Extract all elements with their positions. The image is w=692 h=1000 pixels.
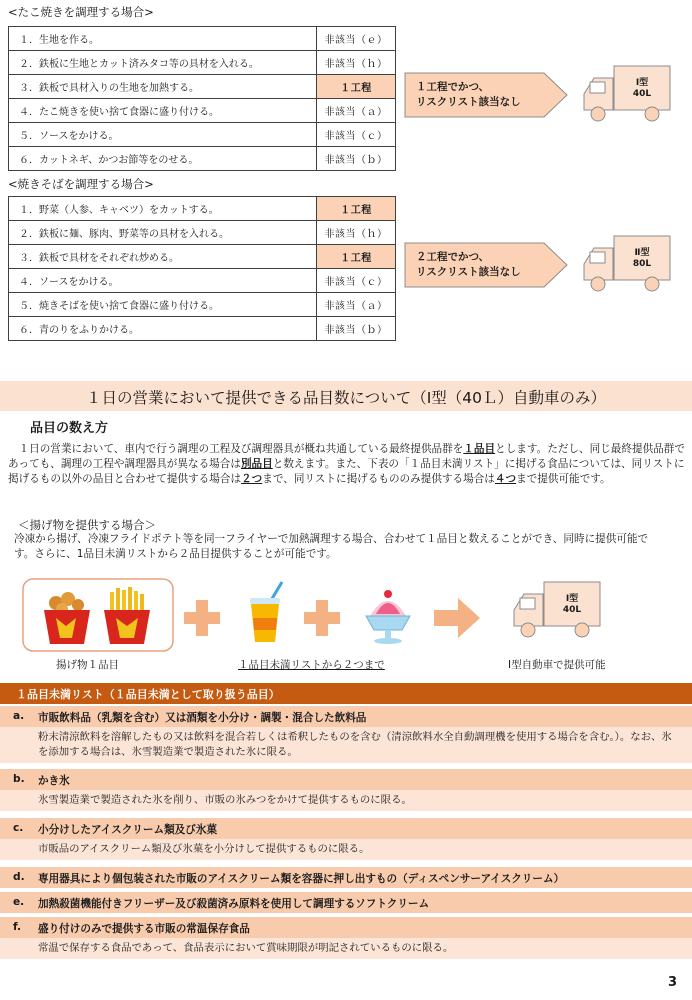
list-item-title-row (0, 769, 692, 790)
step-text: ２．鉄板に麺、豚肉、野菜等の具材を入れる。 (9, 221, 317, 245)
takoyaki-arrow-line2: リスクリスト該当なし (416, 96, 521, 108)
table-row (9, 269, 396, 293)
table-row (9, 245, 396, 269)
table-row (9, 75, 396, 99)
list-item-description: 市販品のアイスクリーム類及び氷菓を小分けして提供するものに限る。 (0, 839, 692, 860)
fried-food-illustration (22, 578, 174, 652)
list-item-letter: b. (13, 773, 25, 785)
takoyaki-truck-capacity: 40L (632, 89, 652, 99)
text-span: まで、同リストに掲げるもののみ提供する場合は (262, 473, 495, 485)
list-item (0, 917, 692, 959)
step-status: 非該当（ａ） (317, 99, 396, 123)
list-item-letter: e. (13, 896, 25, 908)
step-status: 非該当（ｂ） (317, 317, 396, 341)
list-item-title-row (0, 706, 692, 727)
right-arrow-icon (432, 596, 482, 640)
step-text: １．野菜（人参、キャベツ）をカットする。 (9, 197, 317, 221)
truck-type2-icon (582, 234, 672, 294)
list-item-title-row (0, 917, 692, 938)
list-title: １品目未満リスト（１品目未満として取り扱う品目） (16, 688, 280, 701)
yakisoba-result-arrow (404, 242, 568, 288)
takoyaki-steps-body (9, 27, 396, 171)
emphasis-one-item: １品目 (463, 443, 496, 455)
yakisoba-truck-capacity: 80L (632, 259, 652, 269)
list-item-letter: f. (13, 921, 22, 933)
yakisoba-steps-body (9, 197, 396, 341)
list-item (0, 892, 692, 913)
step-status: 非該当（ｂ） (317, 147, 396, 171)
table-row (9, 221, 396, 245)
table-row (9, 99, 396, 123)
page-number: 3 (668, 975, 678, 990)
list-item-title-row (0, 867, 692, 888)
fried-food-text: 冷凍から揚げ、冷凍フライドポテト等を同一フライヤーで加熱調理する場合、合わせて１品目と数えることができ、同時に提供可能です。さらに、1品目未満リストから２品目提供することが可能です。 (14, 533, 649, 560)
table-row (9, 197, 396, 221)
list-item-title: 盛り付けのみで提供する市販の常温保存食品 (38, 923, 250, 935)
shaved-ice-icon (362, 584, 414, 646)
text-span: とします。ただし、同じ最終提供品群であっても、調理の工程や調理器具が異なる場合は (8, 443, 685, 470)
list-item-description: 氷雪製造業で製造された氷を削り、市販の氷みつをかけて提供するものに限る。 (0, 790, 692, 811)
illustration-truck-capacity: 40L (562, 605, 582, 615)
banner-title: １日の営業において提供できる品目数について（Ⅰ型（40Ｌ）自動車のみ） (86, 389, 606, 407)
step-text: ６．カットネギ、かつお節等をのせる。 (9, 147, 317, 171)
takoyaki-section-label: <たこ焼きを調理する場合> (8, 5, 154, 19)
emphasis-two: ２つ (241, 473, 263, 485)
emphasis-separate-item: 別品目 (240, 458, 273, 470)
step-text: ３．鉄板で具材をそれぞれ炒める。 (9, 245, 317, 269)
takoyaki-result-arrow (404, 72, 568, 118)
table-row (9, 27, 396, 51)
list-item (0, 706, 692, 763)
table-row (9, 51, 396, 75)
list-item-letter: c. (13, 822, 24, 834)
caption-truck: Ⅰ型自動車で提供可能 (508, 659, 606, 671)
step-text: ５．焼きそばを使い捨て食器に盛り付ける。 (9, 293, 317, 317)
fried-food-label: ＜揚げ物を提供する場合＞ (18, 518, 156, 532)
step-status: 非該当（ａ） (317, 293, 396, 317)
list-item-title-row (0, 892, 692, 913)
table-row (9, 123, 396, 147)
truck-type1-icon (582, 64, 672, 124)
yakisoba-truck-type: Ⅱ型 (634, 248, 650, 258)
takoyaki-arrow-line1: １工程でかつ、 (416, 81, 490, 93)
list-header (0, 683, 692, 704)
list-item-title: 小分けしたアイスクリーム類及び氷菓 (38, 824, 218, 836)
drink-cup-icon (242, 580, 290, 646)
truck-type1-icon (512, 580, 602, 640)
counting-paragraph (8, 442, 688, 487)
step-status: １工程 (317, 245, 396, 269)
step-status: 非該当（ｅ） (317, 27, 396, 51)
list-item-title: かき氷 (38, 775, 70, 787)
table-row (9, 293, 396, 317)
plus-icon (182, 598, 222, 638)
caption-fried: 揚げ物１品目 (56, 659, 119, 671)
step-status: 非該当（ｈ） (317, 51, 396, 75)
takoyaki-truck-type: Ⅰ型 (635, 78, 649, 88)
list-item-letter: d. (13, 871, 25, 883)
step-status: １工程 (317, 75, 396, 99)
step-status: 非該当（ｈ） (317, 221, 396, 245)
counting-heading: 品目の数え方 (30, 421, 109, 436)
step-text: ６．青のりをふりかける。 (9, 317, 317, 341)
list-item-title: 加熱殺菌機能付きフリーザー及び殺菌済み原料を使用して調理するソフトクリーム (38, 898, 430, 910)
step-text: ４．たこ焼きを使い捨て食器に盛り付ける。 (9, 99, 317, 123)
emphasis-four: ４つ (494, 473, 517, 485)
table-row (9, 317, 396, 341)
step-text: １．生地を作る。 (9, 27, 317, 51)
caption-list: １品目未満リストから２つまで (238, 659, 385, 671)
table-row (9, 147, 396, 171)
list-item (0, 867, 692, 888)
yakisoba-arrow-line1: ２工程でかつ、 (416, 251, 490, 263)
text-span: まで提供可能です。 (516, 473, 611, 485)
text-span: １日の営業において、車内で行う調理の工程及び調理器具が概ね共通している最終提供品群を (8, 443, 464, 455)
step-status: １工程 (317, 197, 396, 221)
list-item-description: 粉末清涼飲料を溶解したもの又は飲料を混合若しくは希釈したものを含む（清涼飲料水全自動調理機を使用する場合を含む。）。なお、氷を添加する場合は、氷雪製造業で製造された氷に限る。 (0, 727, 692, 763)
list-item-letter: a. (13, 710, 25, 722)
yakisoba-arrow-line2: リスクリスト該当なし (416, 266, 521, 278)
step-status: 非該当（ｃ） (317, 123, 396, 147)
takoyaki-steps-table (8, 26, 396, 171)
list-item-description: 常温で保存する食品であって、食品表示において賞味期限が明記されているものに限る。 (0, 938, 692, 959)
list-item (0, 818, 692, 860)
list-item-title: 市販飲料品（乳類を含む）又は酒類を小分け・調製・混合した飲料品 (38, 712, 367, 724)
step-text: ３．鉄板で具材入りの生地を加熱する。 (9, 75, 317, 99)
list-item-title: 専用器具により個包装された市販のアイスクリーム類を容器に押し出すもの（ディスペンサーアイスクリーム） (38, 873, 565, 885)
yakisoba-section-label: <焼きそばを調理する場合> (8, 177, 154, 191)
plus-icon (302, 598, 342, 638)
section-banner (0, 381, 692, 411)
step-text: ２．鉄板に生地とカット済みタコ等の具材を入れる。 (9, 51, 317, 75)
list-item (0, 769, 692, 811)
illustration-truck-type: Ⅰ型 (565, 594, 579, 604)
step-status: 非該当（ｃ） (317, 269, 396, 293)
yakisoba-steps-table (8, 196, 396, 341)
list-item-title-row (0, 818, 692, 839)
step-text: ４．ソースをかける。 (9, 269, 317, 293)
step-text: ５．ソースをかける。 (9, 123, 317, 147)
text-span: と数えます。また、下表の「１品目未満リスト」に掲げる食品については、同リストに掲げるもの以外の品目と合わせて提供する場合は (8, 458, 685, 485)
